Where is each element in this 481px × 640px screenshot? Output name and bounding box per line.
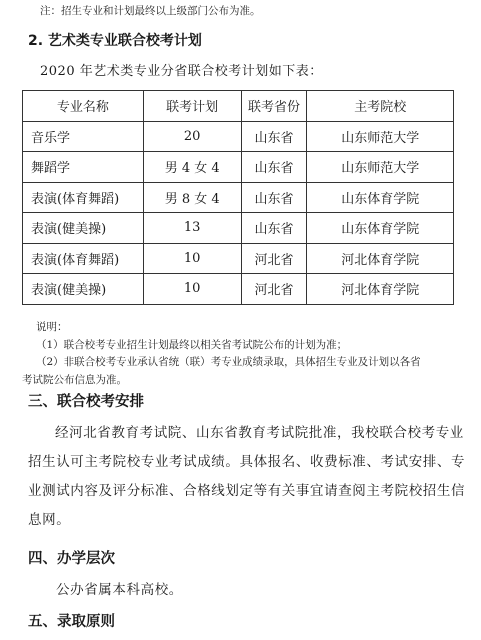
section-3-body: 经河北省教育考试院、山东省教育考试院批准，我校联合校考专业招生认可主考院校专业考试成绩。具体报名、收费标准、考试安排、专业测试内容及评分标准、合格线划定等有关事宜请查阅主考院校招生信息网。	[28, 425, 466, 528]
table-row	[23, 274, 454, 305]
cell-host-school: 山东体育学院	[307, 213, 454, 244]
section-4-title: 四、办学层次	[28, 551, 115, 567]
cell-plan: 男 4 女 4	[143, 152, 241, 183]
table-row	[23, 243, 454, 274]
cell-plan: 20	[143, 121, 241, 152]
cell-host-school: 河北体育学院	[307, 243, 454, 274]
table-intro: 2020 年艺术类专业分省联合校考计划如下表：	[40, 64, 323, 79]
header-plan: 联考计划	[143, 91, 241, 122]
remarks-line-2: （2）非联合校考专业承认省统（联）考专业成绩录取，具体招生专业及计划以各省	[36, 356, 421, 368]
remarks-title: 说明：	[36, 321, 68, 333]
cell-province: 山东省	[241, 182, 307, 213]
cell-province: 山东省	[241, 213, 307, 244]
cell-plan: 10	[143, 274, 241, 305]
table-row	[23, 121, 454, 152]
table-row	[23, 213, 454, 244]
section-5-title: 五、录取原则	[28, 614, 115, 630]
section-3-title: 三、联合校考安排	[28, 394, 144, 410]
remarks-line-1: （1）联合校考专业招生计划最终以相关省考试院公布的计划为准；	[36, 338, 348, 351]
table-row	[23, 152, 454, 183]
cell-province: 山东省	[241, 152, 307, 183]
header-host-school: 主考院校	[307, 91, 454, 122]
cell-major: 舞蹈学	[23, 152, 144, 183]
cell-plan: 10	[143, 243, 241, 274]
top-note: 注：招生专业和计划最终以上级部门公布为准。	[40, 5, 261, 17]
table-remarks	[22, 319, 472, 389]
cell-major: 音乐学	[23, 121, 144, 152]
header-province: 联考省份	[241, 91, 307, 122]
cell-plan: 13	[143, 213, 241, 244]
table-header-row	[23, 91, 454, 122]
cell-host-school: 山东师范大学	[307, 121, 454, 152]
cell-host-school: 山东师范大学	[307, 152, 454, 183]
cell-major: 表演(体育舞蹈)	[23, 182, 144, 213]
cell-major: 表演(健美操)	[23, 213, 144, 244]
remarks-line-3: 考试院公布信息为准。	[22, 373, 127, 386]
cell-plan: 男 8 女 4	[143, 182, 241, 213]
section-4-body: 公办省属本科高校。	[56, 582, 183, 598]
cell-major: 表演(健美操)	[23, 274, 144, 305]
table-row	[23, 182, 454, 213]
cell-province: 河北省	[241, 274, 307, 305]
cell-province: 山东省	[241, 121, 307, 152]
cell-major: 表演(体育舞蹈)	[23, 243, 144, 274]
cell-host-school: 河北体育学院	[307, 274, 454, 305]
cell-province: 河北省	[241, 243, 307, 274]
section-2-title: 2. 艺术类专业联合校考计划	[28, 33, 202, 49]
cell-host-school: 山东体育学院	[307, 182, 454, 213]
header-major: 专业名称	[23, 91, 144, 122]
exam-plan-table	[22, 90, 454, 305]
